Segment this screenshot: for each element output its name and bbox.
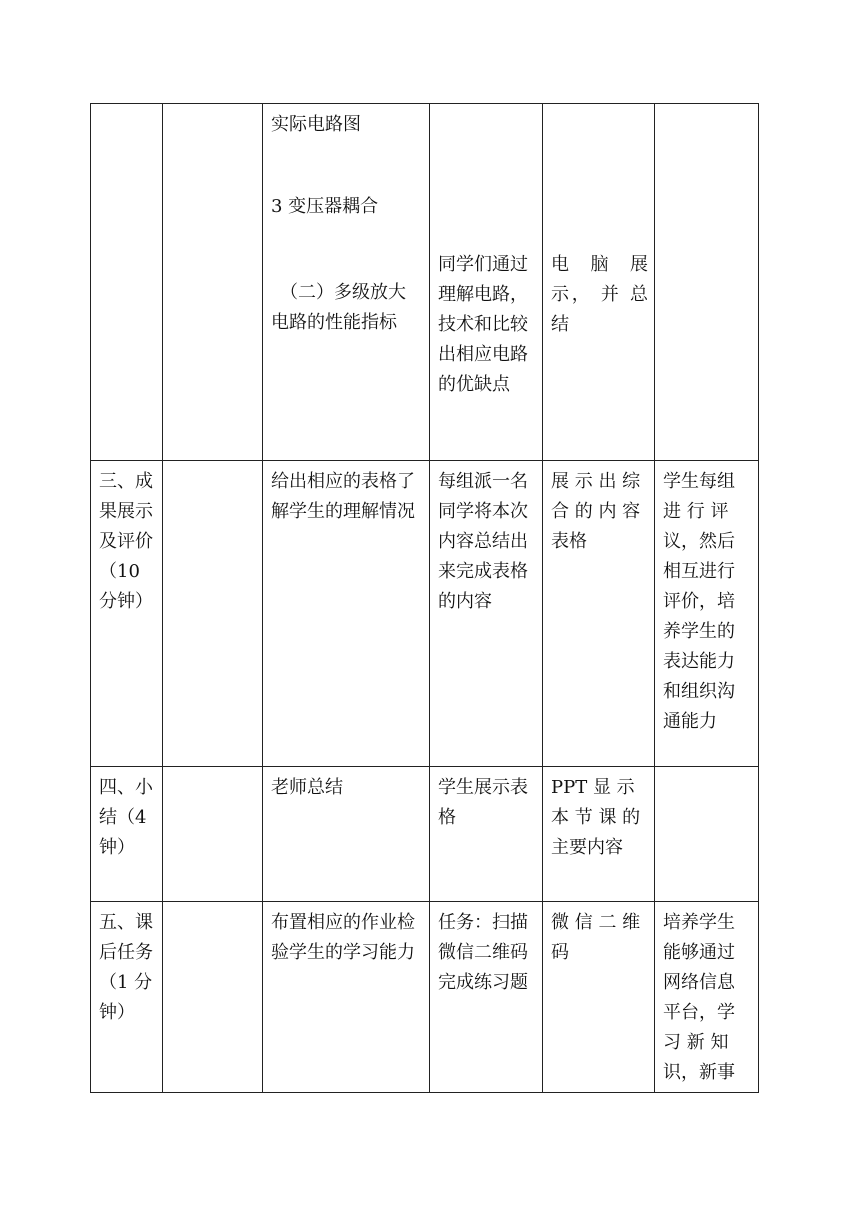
table-row: [91, 767, 759, 902]
student-activity-cell: 任务：扫描微信二维码完成练习题: [430, 902, 543, 1093]
stage-cell: [91, 104, 163, 461]
stage-cell: 三、成果展示及评价（10分钟）: [91, 461, 163, 767]
teacher-activity-cell: 布置相应的作业检验学生的学习能力: [263, 902, 430, 1093]
intent-cell: [655, 104, 759, 461]
student-activity-cell: 学生展示表格: [430, 767, 543, 902]
time-cell: [163, 104, 263, 461]
teacher-activity-cell: [263, 104, 430, 461]
media-cell: 微 信 二 维码: [543, 902, 655, 1093]
intent-cell: 学生每组进 行 评议，然后相互进行评价，培养学生的表达能力和组织沟通能力: [655, 461, 759, 767]
intent-cell: [655, 767, 759, 902]
table-row: [91, 104, 759, 461]
lesson-plan-table: [90, 103, 759, 1093]
table-row: [91, 461, 759, 767]
time-cell: [163, 902, 263, 1093]
intent-cell: 培养学生能够通过网络信息平台，学 习 新 知识，新事: [655, 902, 759, 1093]
teacher-activity-cell: 老师总结: [263, 767, 430, 902]
media-cell: 电 脑 展示， 并 总结: [543, 104, 655, 461]
time-cell: [163, 461, 263, 767]
teacher-activity-cell: 给出相应的表格了解学生的理解情况: [263, 461, 430, 767]
student-activity-cell: 每组派一名同学将本次内容总结出来完成表格的内容: [430, 461, 543, 767]
media-cell: 展 示 出 综合 的 内 容表格: [543, 461, 655, 767]
time-cell: [163, 767, 263, 902]
table-row: [91, 902, 759, 1093]
stage-cell: 五、课后任务（1 分钟）: [91, 902, 163, 1093]
stage-cell: 四、小结（4钟）: [91, 767, 163, 902]
teacher-line: （二）多级放大电路的性能指标: [271, 282, 406, 333]
teacher-line: 实际电路图: [271, 114, 361, 135]
student-activity-cell: 同学们通过理解电路，技术和比较出相应电路的优缺点: [430, 104, 543, 461]
media-cell: PPT 显 示本 节 课 的主要内容: [543, 767, 655, 902]
teacher-line: 3 变压器耦合: [271, 196, 379, 217]
